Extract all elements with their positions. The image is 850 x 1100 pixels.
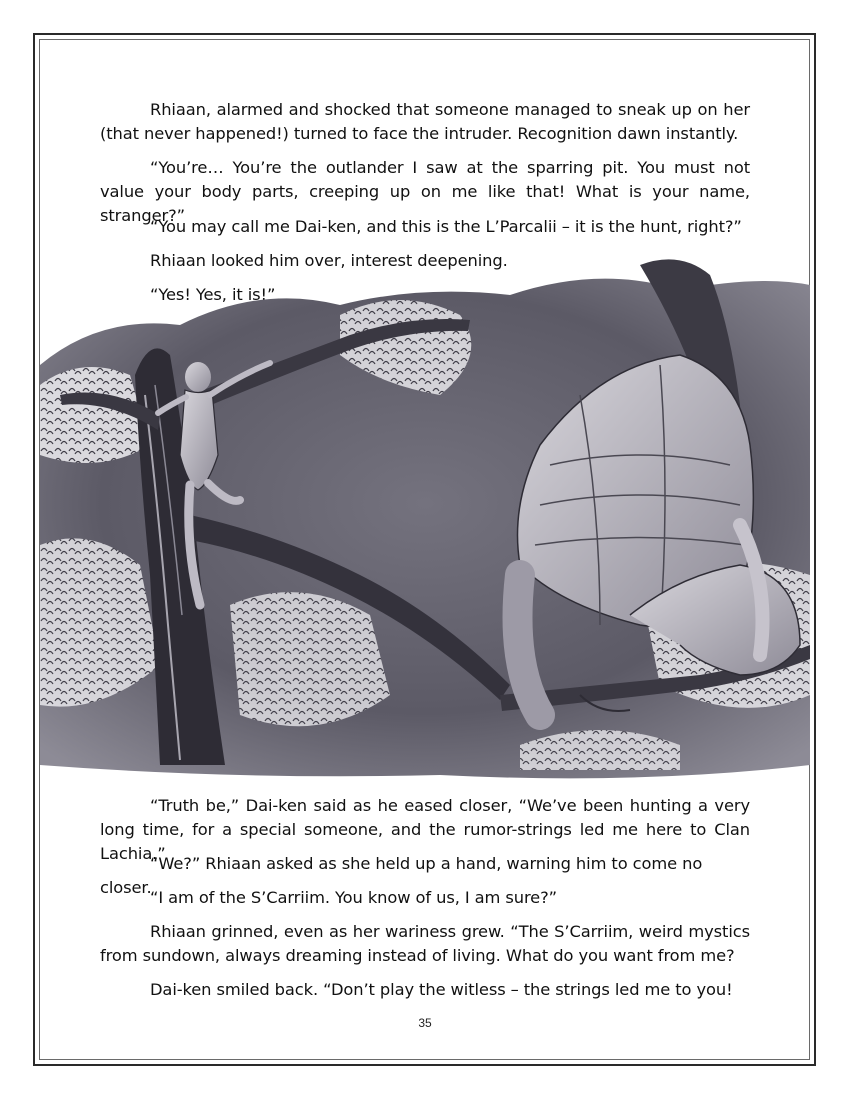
paragraph: Rhiaan looked him over, interest deepening. <box>150 251 508 270</box>
paragraph: Rhiaan grinned, even as her wariness grew. “The S’Carriim, weird mystics from sundown, always dreaming instead of living. What do you want from me? <box>100 922 750 965</box>
paragraph: “You’re… You’re the outlander I saw at the sparring pit. You must not value your body parts, creeping up on me like that! What is your name, stranger?” <box>100 158 750 225</box>
paragraph: “Yes! Yes, it is!” <box>150 285 276 304</box>
page-number: 35 <box>418 1016 432 1030</box>
paragraph: “Truth be,” Dai-ken said as he eased closer, “We’ve been hunting a very long time, for a special someone, and the rumor-strings led me here to Clan Lachia.” <box>100 796 750 863</box>
paragraph: “You may call me Dai-ken, and this is the L’Parcalii – it is the hunt, right?” <box>150 217 742 236</box>
paragraph: “We?” Rhiaan asked as she held up a hand, warning him to come no closer. <box>100 854 703 897</box>
paragraph: Rhiaan, alarmed and shocked that someone managed to sneak up on her (that never happened!) turned to face the intruder. Recognition dawn instantly. <box>100 100 750 143</box>
paragraph: Dai-ken smiled back. “Don’t play the witless – the strings led me to you! <box>150 980 733 999</box>
illustration <box>40 245 810 780</box>
paragraph: “I am of the S’Carriim. You know of us, I am sure?” <box>150 888 557 907</box>
